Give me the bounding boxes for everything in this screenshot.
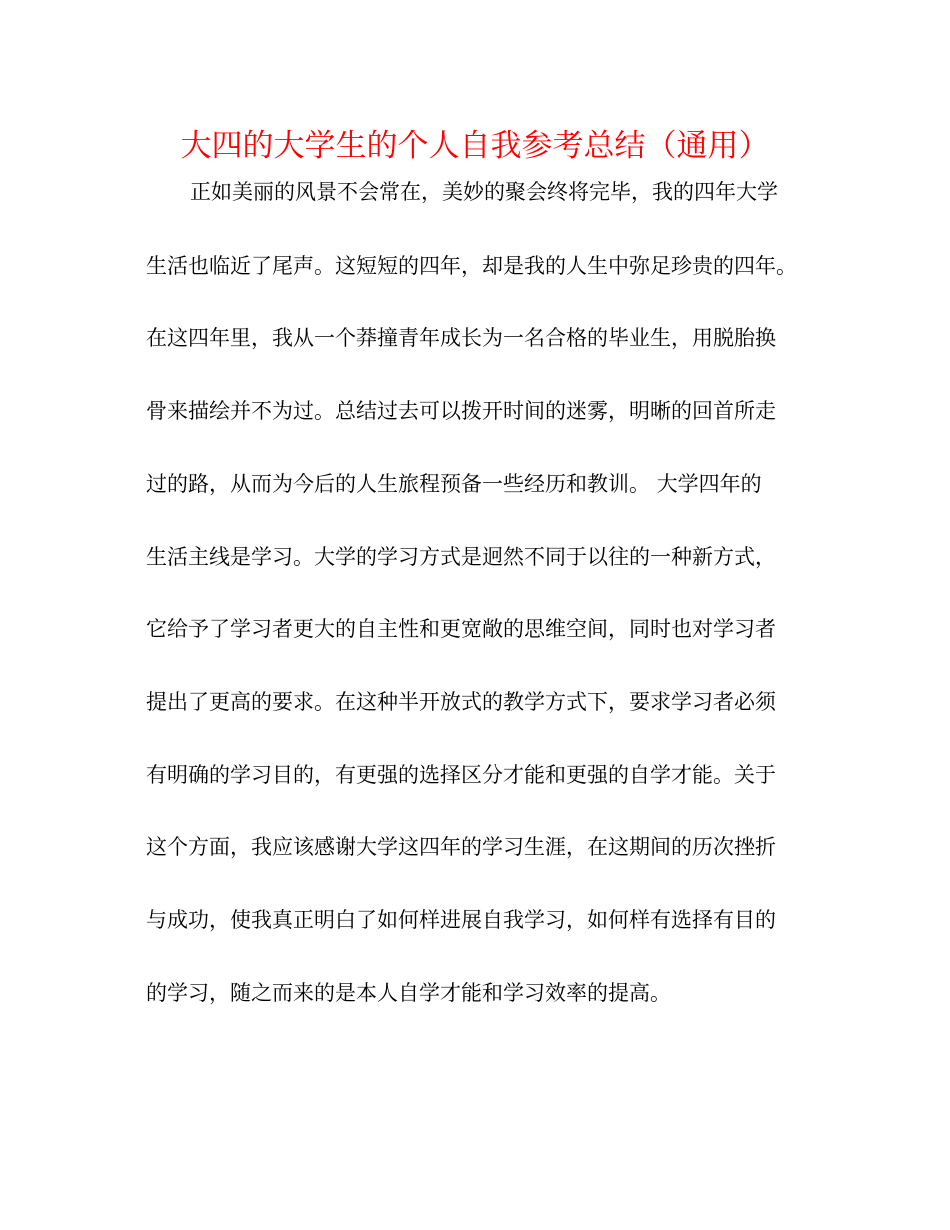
paragraph-line-4: 骨来描绘并不为过。总结过去可以拨开时间的迷雾，明晰的回首所走 — [146, 399, 776, 423]
paragraph-line-12: 的学习，随之而来的是本人自学才能和学习效率的提高。 — [146, 981, 671, 1005]
paragraph-line-8: 提出了更高的要求。在这种半开放式的教学方式下，要求学习者必须 — [146, 690, 776, 714]
paragraph-line-6: 生活主线是学习。大学的学习方式是迥然不同于以往的一种新方式， — [146, 545, 776, 569]
document-title: 大四的大学生的个人自我参考总结（通用） — [180, 128, 770, 164]
paragraph-line-7: 它给予了学习者更大的自主性和更宽敞的思维空间，同时也对学习者 — [146, 617, 776, 641]
paragraph-line-10: 这个方面，我应该感谢大学这四年的学习生涯，在这期间的历次挫折 — [146, 835, 776, 859]
paragraph-line-5: 过的路，从而为今后的人生旅程预备一些经历和教训。 大学四年的 — [146, 472, 762, 496]
paragraph-line-2: 生活也临近了尾声。这短短的四年，却是我的人生中弥足珍贵的四年。 — [146, 254, 797, 278]
paragraph-line-3: 在这四年里，我从一个莽撞青年成长为一名合格的毕业生，用脱胎换 — [146, 326, 776, 350]
paragraph-line-11: 与成功，使我真正明白了如何样进展自我学习，如何样有选择有目的 — [146, 908, 776, 932]
paragraph-line-9: 有明确的学习目的，有更强的选择区分才能和更强的自学才能。关于 — [146, 763, 776, 787]
paragraph-line-1: 正如美丽的风景不会常在，美妙的聚会终将完毕，我的四年大学 — [190, 180, 778, 204]
